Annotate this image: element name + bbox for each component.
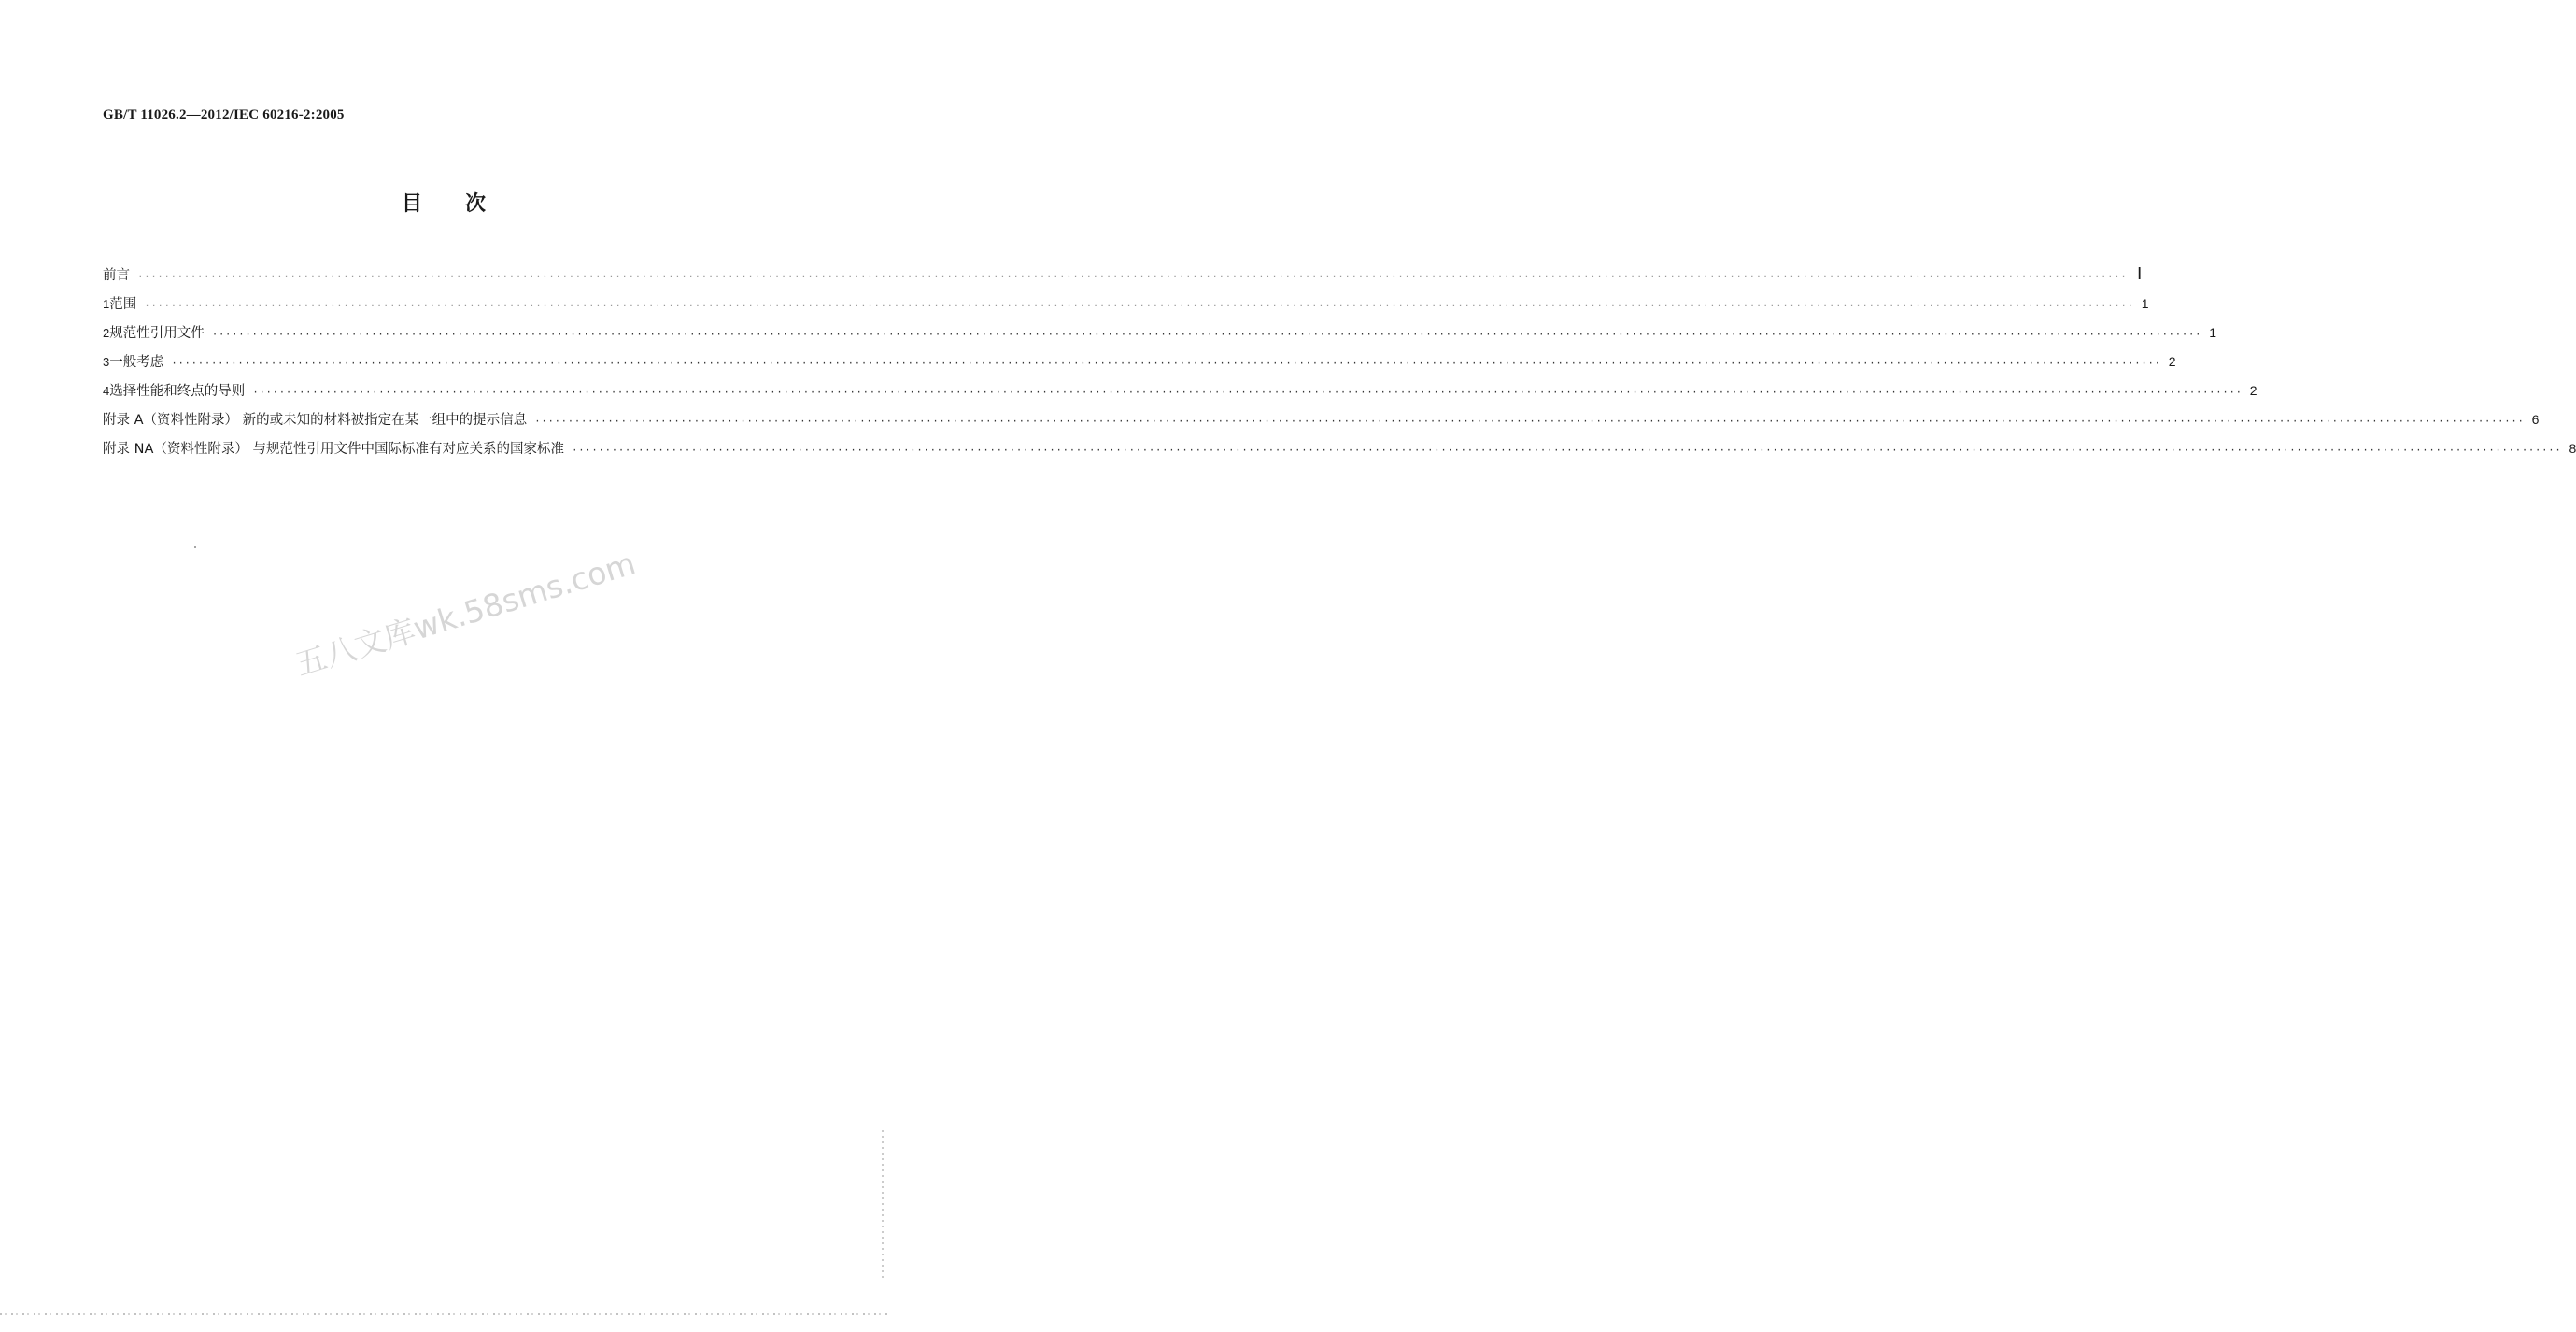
toc-leader-dots: ············································································································································································································································································································ — [252, 388, 2243, 399]
toc-entry-label: 范围 — [109, 297, 137, 312]
toc-entry-number: 3 — [103, 355, 110, 369]
toc-leader-dots: ············································································································································································································································································································ — [211, 330, 2202, 341]
toc-entry-label: 附录 NA（资料性附录） 与规范性引用文件中国际标准有对应关系的国家标准 — [103, 442, 564, 457]
scan-bottom-line — [0, 1313, 887, 1315]
toc-entry-page: 1 — [2141, 296, 2149, 311]
toc-leader-dots: ············································································································································································································································································································ — [571, 446, 2562, 457]
scan-speck — [194, 546, 196, 548]
toc-entry-scope[interactable] — [103, 293, 2149, 322]
standard-code: GB/T 11026.2—2012/IEC 60216-2:2005 — [103, 107, 345, 122]
toc-entry-annex-na[interactable] — [103, 438, 2576, 467]
watermark: 五八文库wk.58sms.com — [290, 545, 640, 684]
toc-entry-label: 选择性能和终点的导则 — [109, 384, 246, 399]
toc-entry-label: 一般考虑 — [109, 355, 164, 370]
toc-entry-label: 前言 — [103, 268, 130, 283]
scan-edge-mark — [882, 1130, 884, 1280]
toc-entry-page: 2 — [2249, 383, 2258, 398]
toc-entry-foreword[interactable] — [103, 264, 2143, 293]
toc-leader-dots: ············································································································································································································································································································ — [144, 301, 2134, 312]
toc-entry-page: 8 — [2569, 441, 2576, 456]
toc-entry-number: 1 — [103, 297, 110, 311]
toc-entry-guidance[interactable] — [103, 380, 2258, 409]
toc-entry-page: 1 — [2209, 325, 2217, 340]
toc-entry-label: 规范性引用文件 — [109, 326, 205, 341]
toc-entry-number: 2 — [103, 326, 110, 340]
toc-entry-number: 4 — [103, 384, 110, 398]
toc-leader-dots: ············································································································································································································································································································ — [534, 417, 2525, 428]
toc-entry-page: Ⅰ — [2137, 264, 2143, 283]
toc-entry-annex-a[interactable] — [103, 409, 2540, 438]
toc-entry-label: 附录 A（资料性附录） 新的或未知的材料被指定在某一组中的提示信息 — [103, 413, 528, 428]
toc-entry-general[interactable] — [103, 351, 2176, 380]
page-title: 目次 — [401, 192, 529, 216]
table-of-contents — [103, 264, 2576, 467]
toc-leader-dots: ············································································································································································································································································································ — [137, 272, 2128, 283]
toc-entry-page: 6 — [2531, 412, 2540, 427]
toc-entry-normative-references[interactable] — [103, 322, 2217, 351]
toc-leader-dots: ············································································································································································································································································································ — [171, 359, 2161, 370]
toc-entry-page: 2 — [2168, 354, 2176, 369]
